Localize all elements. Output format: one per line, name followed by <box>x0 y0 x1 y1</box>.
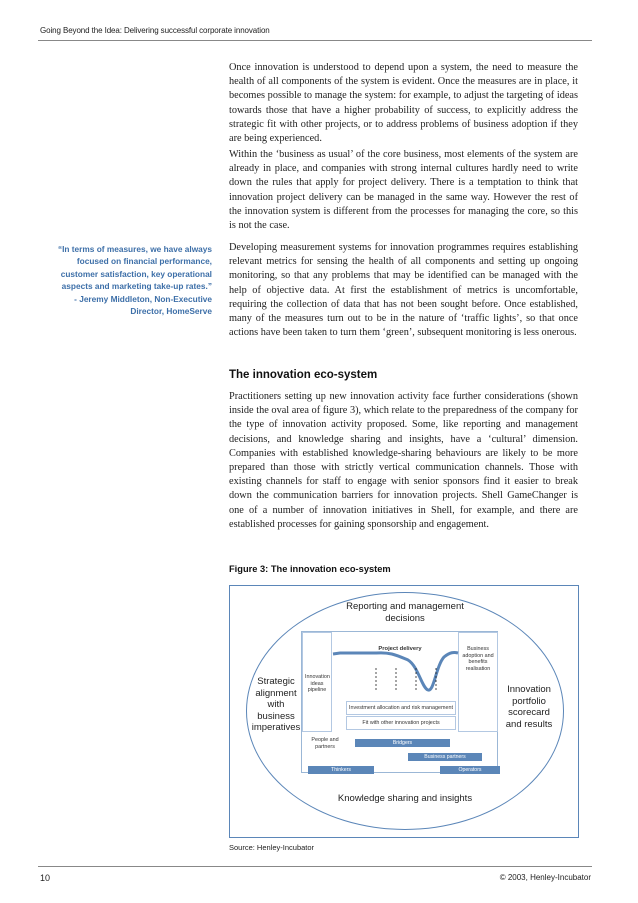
copyright: © 2003, Henley-Incubator <box>499 873 591 882</box>
bar-thinkers: Thinkers <box>308 766 374 774</box>
label-reporting: Reporting and management decisions <box>346 601 464 624</box>
pull-quote-text: “In terms of measures, we have always focused on financial performance, customer satisfaction, key operational aspects and marketing take-up rates.” <box>57 244 212 292</box>
paragraph-1: Once innovation is understood to depend upon a system, the need to measure the health of all components of the system is evident. Once the measures are in place, it becomes possible to manage the system: for example, to adjust the targeting of ideas towards those that have a higher probability of success, to explicitly address the strategic fit with other projects, or to address problems of business adoption if they are being experienced. <box>229 62 578 145</box>
bar-operators: Operators <box>440 766 500 774</box>
figure-eco-system <box>229 585 579 838</box>
delivery-wave <box>333 652 458 690</box>
label-knowledge-sharing: Knowledge sharing and insights <box>337 793 473 804</box>
bar-business-partners: Business partners <box>408 753 482 761</box>
label-people-partners: People and partners <box>311 737 339 750</box>
page-number: 10 <box>40 873 51 883</box>
bar-bridgers: Bridgers <box>355 739 450 747</box>
footer-rule <box>38 866 592 867</box>
label-project-delivery: Project delivery <box>378 646 422 652</box>
label-strategic-alignment: Strategic alignment with business imperatives <box>251 676 301 733</box>
figure-caption: Figure 3: The innovation eco-system <box>229 564 391 574</box>
figure-source: Source: Henley-Incubator <box>229 843 315 852</box>
header-rule <box>38 40 592 41</box>
paragraph-4: Practitioners setting up new innovation activity face further considerations (shown inside the oval area of figure 3), which relate to the preparedness of the company for the type of innovation activity proposed. Some, like reporting and management decisions, and knowledge sharing and insights, have a ‘cultural’ dimension. Companies with established knowledge-sharing behaviours are likely to be more prepared than those with strictly vertical communication channels. Those with existing channels for staff to engage with senior sponsors find it easier to break down the communication barriers for innovation projects. Shell GameChanger is one of a number of innovation initiatives in Shell, for example, and there are established processes for gaining sponsorship and engagement. <box>229 391 578 530</box>
section-heading: The innovation eco-system <box>229 369 378 381</box>
label-ideas-pipeline: Innovation ideas pipeline <box>305 674 330 693</box>
pull-quote <box>52 243 212 317</box>
running-header: Going Beyond the Idea: Delivering successful corporate innovation <box>40 26 270 35</box>
label-investment: Investment allocation and risk management <box>349 705 453 711</box>
label-business-adoption: Business adoption and benefits realisation <box>462 646 494 672</box>
pull-quote-attribution-role: Director, HomeServe <box>130 306 212 317</box>
pull-quote-attribution-name: - Jeremy Middleton, Non-Executive <box>74 293 212 304</box>
label-innovation-scorecard: Innovation portfolio scorecard and results <box>505 684 553 730</box>
paragraph-2: Within the ‘business as usual’ of the core business, most elements of the system are already in place, and companies with strong internal cultures hardly need to write down the rules that apply for project delivery. There is a temptation to think that innovation project delivery can be managed in the same way. However the rest of the innovation system is different from the processes for managing the core, so this is not the case. <box>229 149 578 232</box>
label-fit: Fit with other innovation projects <box>362 720 440 726</box>
paragraph-3: Developing measurement systems for innovation programmes requires establishing relevant metrics for sensing the health of all components and setting up ongoing monitoring, so that any problems that may be identified can be managed with the help of objective data. At first the establishment of metrics is uncomfortable, requiring the collection of data that has not been sought before. Once established, many of the measures turn out to be in the nature of ‘traffic lights’, so that once actions have been taken to turn them ‘green’, subsequent monitoring is less onerous. <box>229 242 578 339</box>
